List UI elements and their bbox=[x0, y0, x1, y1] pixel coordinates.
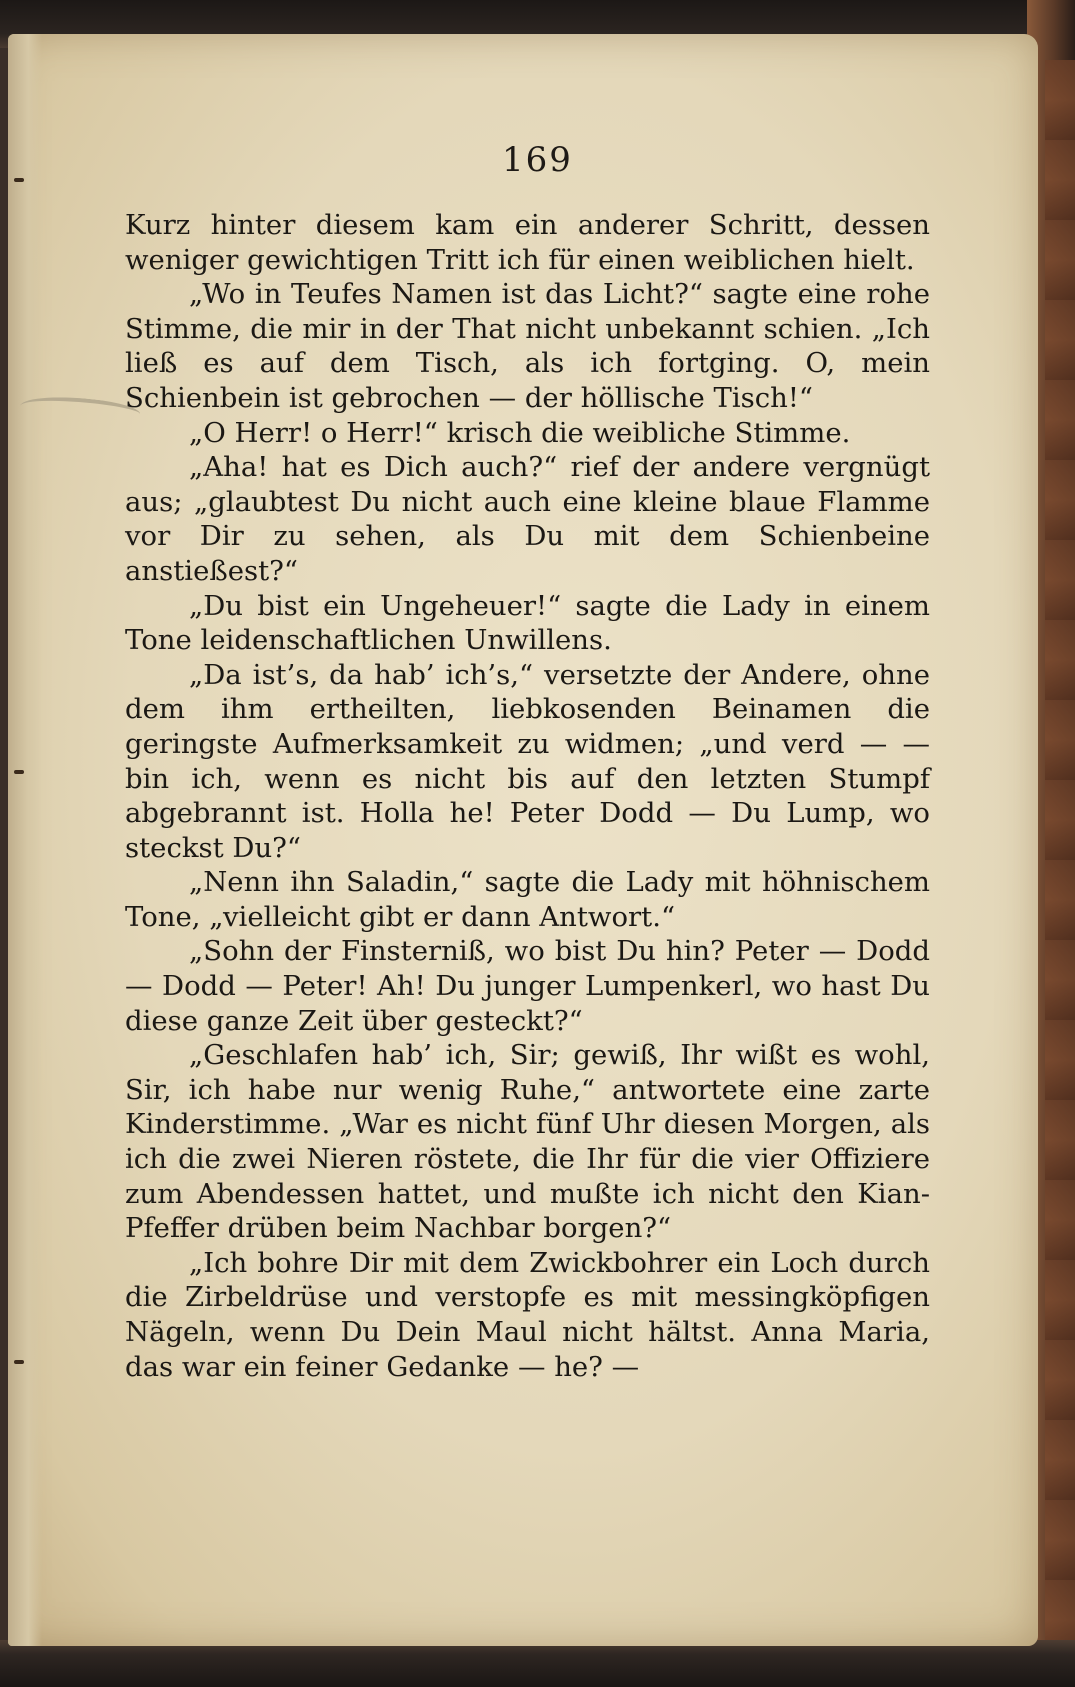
paragraph: „Ich bohre Dir mit dem Zwickbohrer ein Loch durch die Zirbeldrüse und verstopfe es mit messingköpfigen Nägeln, wenn Du Dein Maul nicht hältst. Anna Maria, das war ein feiner Gedanke — he? — bbox=[125, 1246, 930, 1383]
paragraph: „O Herr! o Herr!“ krisch die weibliche Stimme. bbox=[189, 416, 851, 449]
page-gutter bbox=[8, 34, 42, 1646]
binding-stitch bbox=[14, 770, 24, 774]
body-text bbox=[125, 208, 930, 1384]
binding-stitch bbox=[14, 1360, 24, 1364]
paragraph: „Du bist ein Ungeheuer!“ sagte die Lady in einem Tone leidenschaftlichen Unwillens. bbox=[125, 589, 930, 657]
paragraph: „Nenn ihn Saladin,“ sagte die Lady mit höhnischem Tone, „vielleicht gibt er dann Antwort.“ bbox=[125, 866, 930, 933]
page-number: 169 bbox=[502, 140, 573, 180]
paragraph: „Da ist’s, da hab’ ich’s,“ versetzte der Andere, ohne dem ihm ertheilten, liebkosenden Beinamen die geringste Aufmerksamkeit zu widmen; „und verd — — bin ich, wenn es nicht bis auf den letzten Stumpf abgebrannt ist. Holla he! Peter Dodd — Du Lump, wo steckst Du?“ bbox=[125, 658, 930, 864]
paragraph: „Wo in Teufes Namen ist das Licht?“ sagte eine rohe Stimme, die mir in der That nicht unbekannt schien. „Ich ließ es auf dem Tisch, als ich fortging. O, mein Schienbein ist gebrochen — der höllische Tisch!“ bbox=[125, 278, 930, 414]
book-cover-bottom-edge bbox=[0, 1640, 1075, 1687]
leather-binding-strip bbox=[1045, 60, 1075, 1660]
paragraph: „Sohn der Finsterniß, wo bist Du hin? Peter — Dodd — Dodd — Peter! Ah! Du junger Lumpenkerl, wo hast Du diese ganze Zeit über gesteckt?“ bbox=[125, 935, 930, 1037]
paragraph: „Aha! hat es Dich auch?“ rief der andere vergnügt aus; „glaubtest Du nicht auch eine kleine blaue Flamme vor Dir zu sehen, als Du mit dem Schienbeine anstießest?“ bbox=[125, 451, 930, 587]
paragraph: Kurz hinter diesem kam ein anderer Schritt, dessen weniger gewichtigen Tritt ich für einen weiblichen hielt. bbox=[125, 209, 930, 276]
paragraph: „Geschlafen hab’ ich, Sir; gewiß, Ihr wißt es wohl, Sir, ich habe nur wenig Ruhe,“ antwortete eine zarte Kinderstimme. „War es nicht fünf Uhr diesen Morgen, als ich die zwei Nieren röstete, die Ihr für die vier Offiziere zum Abendessen hattet, und mußte ich nicht den Kian-Pfeffer drüben beim Nachbar borgen?“ bbox=[125, 1039, 930, 1245]
